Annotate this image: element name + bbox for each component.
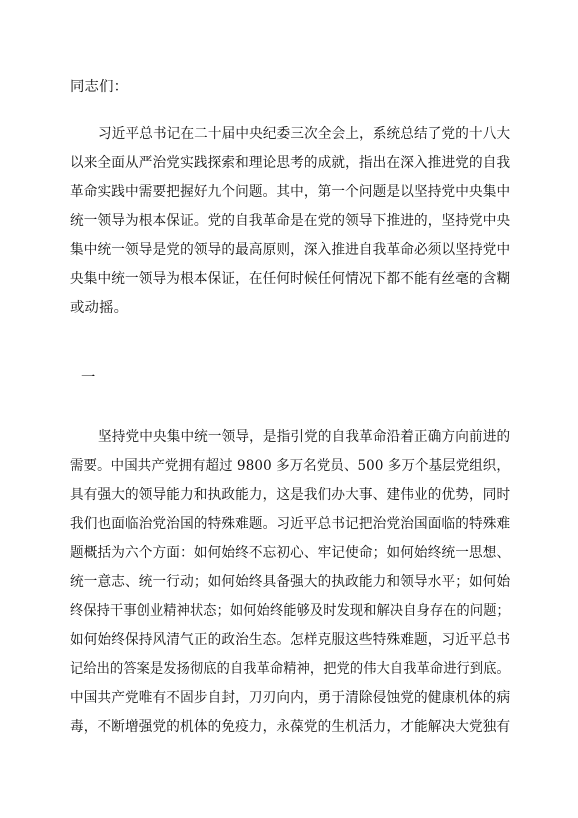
paragraph-2-line-3: 具有强大的领导能力和执政能力，这是我们办大事、建伟业的优势，同时 <box>70 487 511 503</box>
paragraph-2-line-11: 毒，不断增强党的机体的免疫力，永葆党的生机活力，才能解决大党独有 <box>70 719 511 735</box>
salutation: 同志们： <box>70 79 129 95</box>
paragraph-2-line-6: 统一意志、统一行动；如何始终具备强大的执政能力和领导水平；如何始 <box>70 574 511 590</box>
paragraph-2-line-4: 我们也面临治党治国的特殊难题。习近平总书记把治党治国面临的特殊难 <box>70 516 511 532</box>
paragraph-2-line-1: 坚持党中央集中统一领导，是指引党的自我革命沿着正确方向前进的 <box>98 429 511 445</box>
paragraph-1-line-1: 习近平总书记在二十届中央纪委三次全会上，系统总结了党的十八大 <box>98 126 511 142</box>
paragraph-1-line-4: 统一领导为根本保证。党的自我革命是在党的领导下推进的，坚持党中央 <box>70 213 511 229</box>
paragraph-2-line-9: 记给出的答案是发扬彻底的自我革命精神，把党的伟大自我革命进行到底。 <box>70 661 510 677</box>
paragraph-1-line-6: 央集中统一领导为根本保证，在任何时候任何情况下都不能有丝毫的含糊 <box>70 271 511 287</box>
paragraph-1-line-7: 或动摇。 <box>70 300 129 316</box>
paragraph-2-line-8: 如何始终保持风清气正的政治生态。怎样克服这些特殊难题，习近平总书 <box>70 632 511 648</box>
paragraph-1-line-2: 以来全面从严治党实践探索和理论思考的成就，指出在深入推进党的自我 <box>70 155 511 171</box>
section-heading: 一 <box>81 370 96 386</box>
paragraph-2-line-2: 需要。中国共产党拥有超过 9800 多万名党员、500 多万个基层党组织， <box>70 458 510 474</box>
paragraph-2-line-7: 终保持干事创业精神状态；如何始终能够及时发现和解决自身存在的问题； <box>70 603 510 619</box>
paragraph-2-line-5: 题概括为六个方面：如何始终不忘初心、牢记使命；如何始终统一思想、 <box>70 545 511 561</box>
paragraph-1-line-5: 集中统一领导是党的领导的最高原则，深入推进自我革命必须以坚持党中 <box>70 242 511 258</box>
paragraph-2-line-10: 中国共产党唯有不固步自封，刀刃向内，勇于清除侵蚀党的健康机体的病 <box>70 690 511 706</box>
paragraph-1-line-3: 革命实践中需要把握好九个问题。其中，第一个问题是以坚持党中央集中 <box>70 184 511 200</box>
